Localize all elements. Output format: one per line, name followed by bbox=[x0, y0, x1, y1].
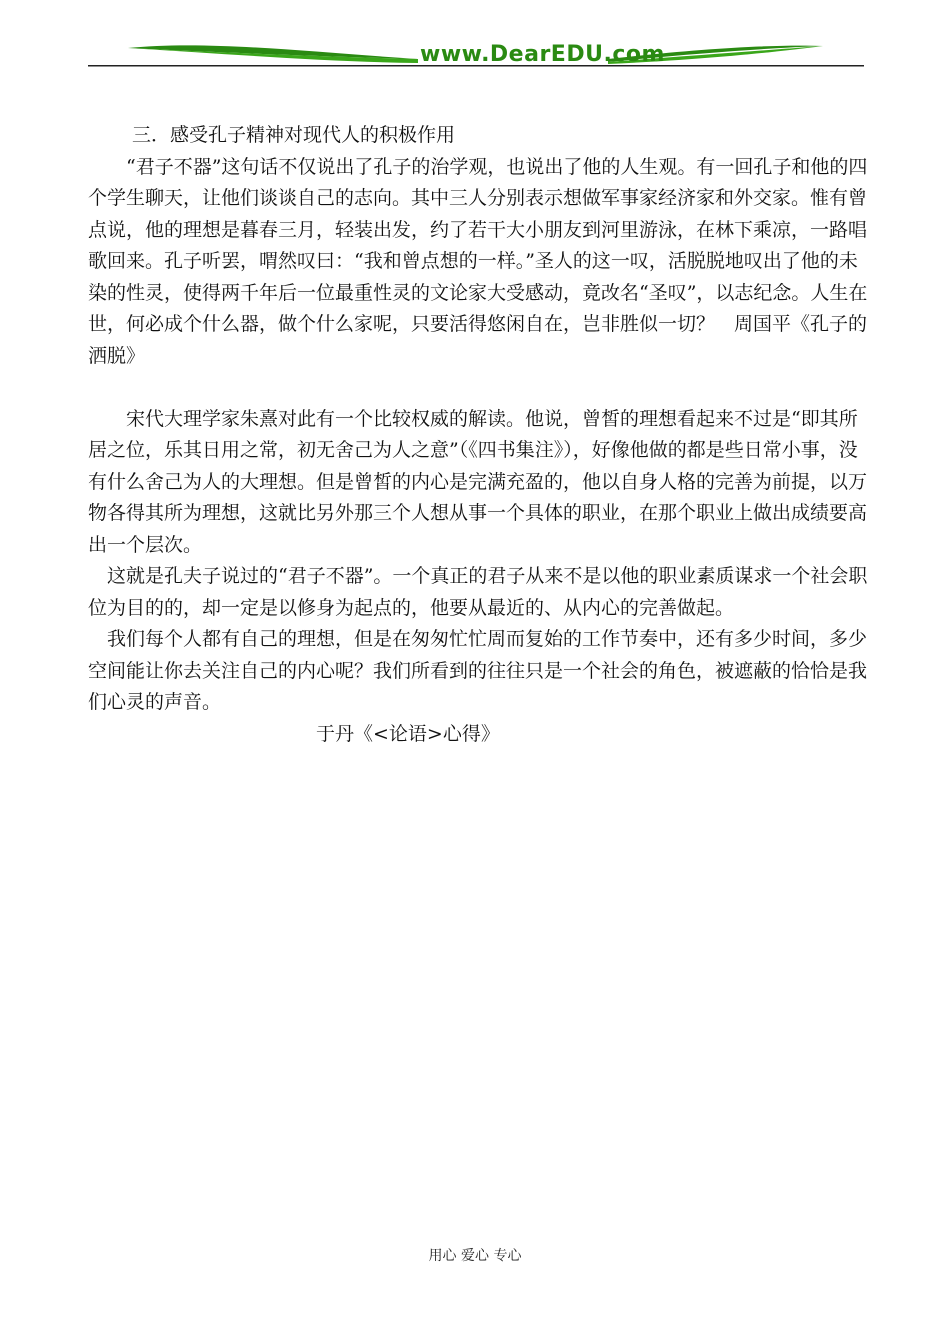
paragraph-2: 宋代大理学家朱熹对此有一个比较权威的解读。他说，曾皙的理想看起来不过是“即其所居之位，乐其日用之常，初无舍己为人之意”（《四书集注》），好像他做的都是些日常小事，没有什么舍己为人的大理想。但是曾皙的内心是完满充盈的，他以自身人格的完善为前提，以万物各得其所为理想，这就比另外那三个人想从事一个具体的职业，在那个职业上做出成绩要高出一个层次。 bbox=[88, 407, 868, 556]
blank-line bbox=[88, 372, 868, 404]
section-heading: 三．感受孔子精神对现代人的积极作用 bbox=[132, 124, 456, 146]
paragraph-1: “君子不器”这句话不仅说出了孔子的治学观，也说出了他的人生观。有一回孔子和他的四个学生聊天，让他们谈谈自己的志向。其中三人分别表示想做军事家经济家和外交家。惟有曾点说，他的理想是暮春三月，轻装出发，约了若干大小朋友到河里游泳，在林下乘凉，一路唱歌回来。孔子听罢，喟然叹曰：“我和曾点想的一样。”圣人的这一叹，活脱脱地叹出了他的未染的性灵，使得两千年后一位最重性灵的文论家大受感动，竟改名“圣叹”，以志纪念。人生在世，何必成个什么器，做个什么家呢，只要活得悠闲自在，岂非胜似一切？ 周国平《孔子的洒脱》 bbox=[88, 155, 868, 367]
quote-source: 于丹《<论语>心得》 bbox=[316, 722, 500, 745]
header-banner bbox=[88, 34, 864, 74]
paragraph-3: 这就是孔夫子说过的“君子不器”。一个真正的君子从来不是以他的职业素质谋求一个社会职位为目的的，却一定是以修身为起点的，他要从最近的、从内心的完善做起。 bbox=[88, 565, 868, 619]
site-logo[interactable]: www.DearEDU.com bbox=[420, 42, 665, 67]
page-footer: 用心 爱心 专心 bbox=[428, 1248, 522, 1264]
paragraph-4: 我们每个人都有自己的理想，但是在匆匆忙忙周而复始的工作节奏中，还有多少时间，多少空间能让你去关注自己的内心呢？我们所看到的往往只是一个社会的角色，被遮蔽的恰恰是我们心灵的声音。 bbox=[88, 628, 868, 713]
document-body bbox=[88, 120, 868, 750]
